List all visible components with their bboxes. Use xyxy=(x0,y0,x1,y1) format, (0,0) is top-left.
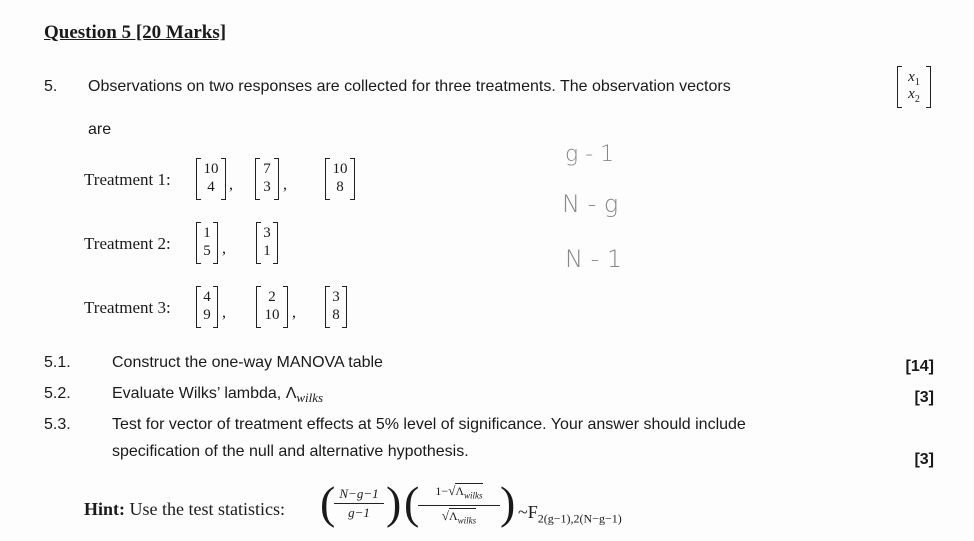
treatment-2-vector-2: 3 1 xyxy=(256,222,278,264)
handwritten-note-n-1: N - 1 xyxy=(565,245,623,273)
subquestion-5-3-text-line2: specification of the null and alternative hypothesis. xyxy=(112,443,469,460)
handwritten-note-g-1: g - 1 xyxy=(565,142,615,167)
formula-fraction-1: N−g−1 g−1 xyxy=(334,486,384,521)
formula-paren-right-2: ) xyxy=(500,477,516,528)
formula-paren-right-1: ) xyxy=(386,477,402,528)
formula-paren-left-2: ( xyxy=(404,477,420,528)
hint-formula xyxy=(320,478,680,534)
treatment-3-label: Treatment 3: xyxy=(84,298,171,317)
treatment-3-vector-1: 4 9 xyxy=(196,286,218,328)
treatment-2-vector-1: 1 5 xyxy=(196,222,218,264)
subquestion-5-2-text: Evaluate Wilks’ lambda, $\Lambda_{wilks}$ xyxy=(112,385,324,406)
subquestion-5-1-text: Construct the one-way MANOVA table xyxy=(112,354,383,371)
question-text-line1: Observations on two responses are collected for three treatments. The observation vectors xyxy=(88,78,731,95)
formula-fraction-2: $1-√\Lambda_{wilks}$ $√\Lambda_{wilks}$ xyxy=(418,482,500,530)
treatment-3-vector-3: 3 8 xyxy=(325,286,347,328)
subquestion-5-1-number: 5.1. xyxy=(44,354,71,371)
question-heading: Question 5 [20 Marks] xyxy=(44,22,227,43)
subquestion-5-3-marks: [3] xyxy=(914,451,934,468)
question-number: 5. xyxy=(44,78,58,95)
formula-f-distribution: $\sim F_{2(g-1),2(N-g-1)}$ xyxy=(518,502,622,526)
question-text-line2: are xyxy=(88,121,112,138)
treatment-1-vector-3: 10 8 xyxy=(325,158,355,200)
hint-label: Hint: Use the test statistics: xyxy=(84,499,285,519)
treatment-3-vector-2: 2 10 xyxy=(256,286,288,328)
subquestion-5-3-number: 5.3. xyxy=(44,416,71,433)
formula-paren-left-1: ( xyxy=(320,477,336,528)
treatment-1-vector-1: 10 4 xyxy=(196,158,226,200)
observation-vector: $x_1$ $x_2$ xyxy=(897,66,931,108)
treatment-1-label: Treatment 1: xyxy=(84,170,171,189)
treatment-2-label: Treatment 2: xyxy=(84,234,171,253)
subquestion-5-3-text-line1: Test for vector of treatment effects at 5% level of significance. Your answer should include xyxy=(112,416,746,433)
handwritten-note-n-g: N - g xyxy=(562,190,619,218)
subquestion-5-2-marks: [3] xyxy=(914,389,934,406)
subquestion-5-2-number: 5.2. xyxy=(44,385,71,402)
subquestion-5-1-marks: [14] xyxy=(905,358,934,375)
treatment-1-vector-2: 7 3 xyxy=(255,158,279,200)
